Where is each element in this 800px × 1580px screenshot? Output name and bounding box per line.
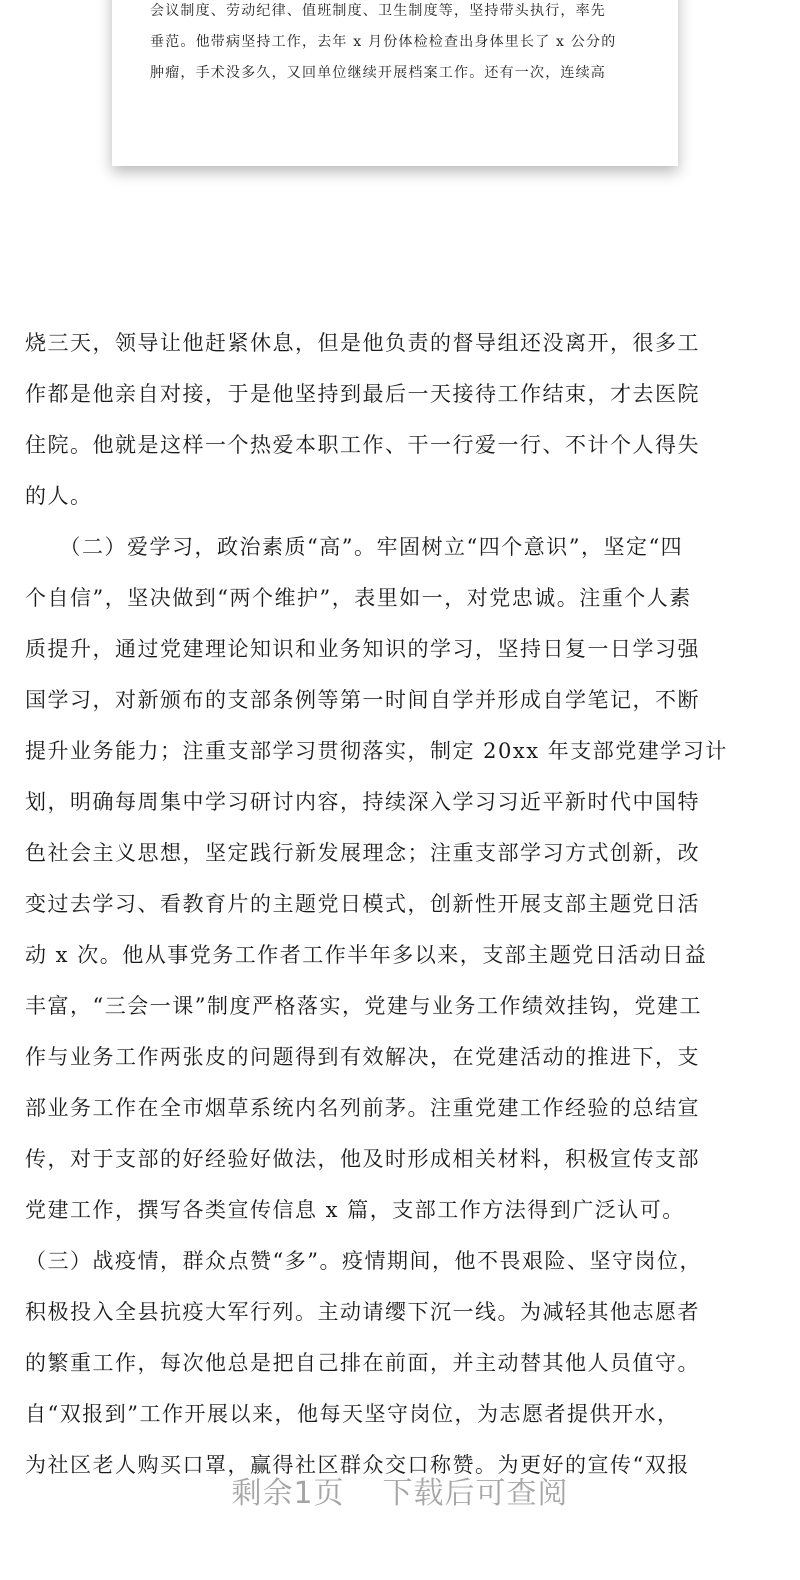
text-line: 个自信”，坚决做到“两个维护”，表里如一，对党忠诚。注重个人素 xyxy=(25,586,692,610)
text-line: 部业务工作在全市烟草系统内名列前茅。注重党建工作经验的总结宣 xyxy=(25,1096,700,1120)
text-line: 丰富，“三会一课”制度严格落实，党建与业务工作绩效挂钩，党建工 xyxy=(25,994,702,1018)
text-line: 动 x 次。他从事党务工作者工作半年多以来，支部主题党日活动日益 xyxy=(25,943,708,967)
text-line: 积极投入全县抗疫大军行列。主动请缨下沉一线。为减轻其他志愿者 xyxy=(25,1300,700,1324)
text-line: 的人。 xyxy=(25,484,93,508)
text-line: 色社会主义思想，坚定践行新发展理念；注重支部学习方式创新，改 xyxy=(25,841,700,865)
text-line: 变过去学习、看教育片的主题党日模式，创新性开展支部主题党日活 xyxy=(25,892,700,916)
text-line: 划，明确每周集中学习研讨内容，持续深入学习习近平新时代中国特 xyxy=(25,790,700,814)
text-line: 传，对于支部的好经验好做法，他及时形成相关材料，积极宣传支部 xyxy=(25,1147,700,1171)
text-line: 自“双报到”工作开展以来，他每天坚守岗位，为志愿者提供开水， xyxy=(25,1402,680,1426)
download-to-view-label: 下载后可查阅 xyxy=(382,1476,569,1511)
text-line: 提升业务能力；注重支部学习贯彻落实，制定 20xx 年支部党建学习计 xyxy=(25,739,728,763)
text-line: （三）战疫情，群众点赞“多”。疫情期间，他不畏艰险、坚守岗位， xyxy=(25,1249,702,1273)
text-line: 作与业务工作两张皮的问题得到有效解决，在党建活动的推进下，支 xyxy=(25,1045,700,1069)
previous-page-text xyxy=(150,0,642,89)
download-prompt[interactable] xyxy=(0,1468,800,1512)
previous-page-card xyxy=(112,0,678,166)
text-line: 质提升，通过党建理论知识和业务知识的学习，坚持日复一日学习强 xyxy=(25,637,700,661)
text-line: 的繁重工作，每次他总是把自己排在前面，并主动替其他人员值守。 xyxy=(25,1351,700,1375)
text-line: （二）爱学习，政治素质“高”。牢固树立“四个意识”，坚定“四 xyxy=(25,535,684,559)
document-body xyxy=(25,318,775,1491)
text-line: 为社区老人购买口罩，赢得社区群众交口称赞。为更好的宣传“双报 xyxy=(25,1453,690,1477)
remaining-pages-label: 剩余1页 xyxy=(231,1476,345,1511)
text-line: 国学习，对新颁布的支部条例等第一时间自学并形成自学笔记，不断 xyxy=(25,688,700,712)
text-line: 垂范。他带病坚持工作，去年 x 月份体检检查出身体里长了 x 公分的 xyxy=(150,34,617,50)
text-line: 烧三天，领导让他赶紧休息，但是他负责的督导组还没离开，很多工 xyxy=(25,331,700,355)
text-line: 作都是他亲自对接，于是他坚持到最后一天接待工作结束，才去医院 xyxy=(25,382,700,406)
text-line: 住院。他就是这样一个热爱本职工作、干一行爱一行、不计个人得失 xyxy=(25,433,700,457)
text-line: 肿瘤，手术没多久，又回单位继续开展档案工作。还有一次，连续高 xyxy=(150,65,606,81)
text-line: 党建工作，撰写各类宣传信息 x 篇，支部工作方法得到广泛认可。 xyxy=(25,1198,685,1222)
text-line: 会议制度、劳动纪律、值班制度、卫生制度等，坚持带头执行，率先 xyxy=(150,3,606,19)
